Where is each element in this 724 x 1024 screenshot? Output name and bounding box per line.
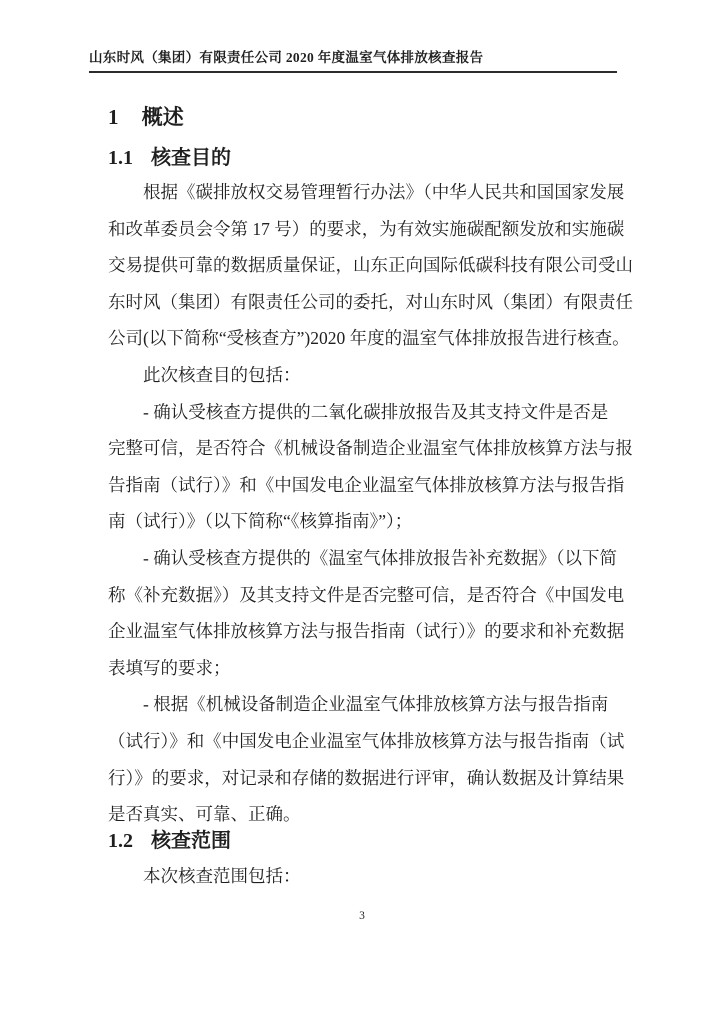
paragraph xyxy=(108,357,638,394)
section-title: 核查范围 xyxy=(151,830,231,852)
section-title: 概述 xyxy=(141,105,184,129)
text-line: 行）》的要求，对记录和存储的数据进行评审，确认数据及计算结果 xyxy=(108,767,625,788)
section-number: 1.2 xyxy=(108,830,133,852)
section-number: 1.1 xyxy=(108,147,133,169)
purpose-paragraphs xyxy=(108,174,638,833)
text-line: - 确认受核查方提供的《温室气体排放报告补充数据》（以下简 xyxy=(143,547,617,568)
text-line: - 确认受核查方提供的二氧化碳排放报告及其支持文件是否是 xyxy=(143,401,609,422)
text-line: 东时风（集团）有限责任公司的委托，对山东时风（集团）有限责任 xyxy=(108,291,633,312)
text-line: 表填写的要求； xyxy=(108,657,231,678)
paragraph xyxy=(108,394,638,540)
text-line: 称《补充数据》）及其支持文件是否完整可信，是否符合《中国发电 xyxy=(108,584,625,605)
text-line: - 根据《机械设备制造企业温室气体排放核算方法与报告指南 xyxy=(143,694,609,715)
page-header xyxy=(89,46,617,73)
text-line: 企业温室气体排放核算方法与报告指南（试行）》的要求和补充数据 xyxy=(108,621,625,642)
paragraph xyxy=(108,686,638,832)
page-number: 3 xyxy=(359,910,365,922)
header-title: 山东时风（集团）有限责任公司 2020 年度温室气体排放核查报告 xyxy=(89,50,484,65)
paragraph xyxy=(108,540,638,686)
section-heading-verification-scope xyxy=(108,824,231,853)
paragraph xyxy=(108,174,638,357)
section-heading-verification-purpose xyxy=(108,141,231,170)
scope-intro-line: 本次核查范围包括： xyxy=(143,866,301,886)
text-line: 交易提供可靠的数据质量保证，山东正向国际低碳科技有限公司受山 xyxy=(108,255,633,276)
text-line: 根据《碳排放权交易管理暂行办法》（中华人民共和国国家发展 xyxy=(143,182,625,202)
text-line: 公司(以下简称“受核查方”)2020 年度的温室气体排放报告进行核查。 xyxy=(108,328,630,349)
text-line: 是否真实、可靠、正确。 xyxy=(108,804,301,825)
section-number: 1 xyxy=(108,105,119,129)
text-line: 完整可信，是否符合《机械设备制造企业温室气体排放核算方法与报 xyxy=(108,438,633,459)
text-line: 南（试行）》（以下简称“《核算指南》”）； xyxy=(108,511,413,532)
text-line: 此次核查目的包括： xyxy=(143,364,301,385)
text-line: 和改革委员会令第 17 号）的要求，为有效实施碳配额发放和实施碳 xyxy=(108,218,625,239)
text-line: （试行）》和《中国发电企业温室气体排放核算方法与报告指南（试 xyxy=(108,730,625,751)
section-heading-overview xyxy=(108,101,184,131)
text-line: 告指南（试行）》和《中国发电企业温室气体排放核算方法与报告指 xyxy=(108,474,625,495)
section-title: 核查目的 xyxy=(151,147,231,169)
